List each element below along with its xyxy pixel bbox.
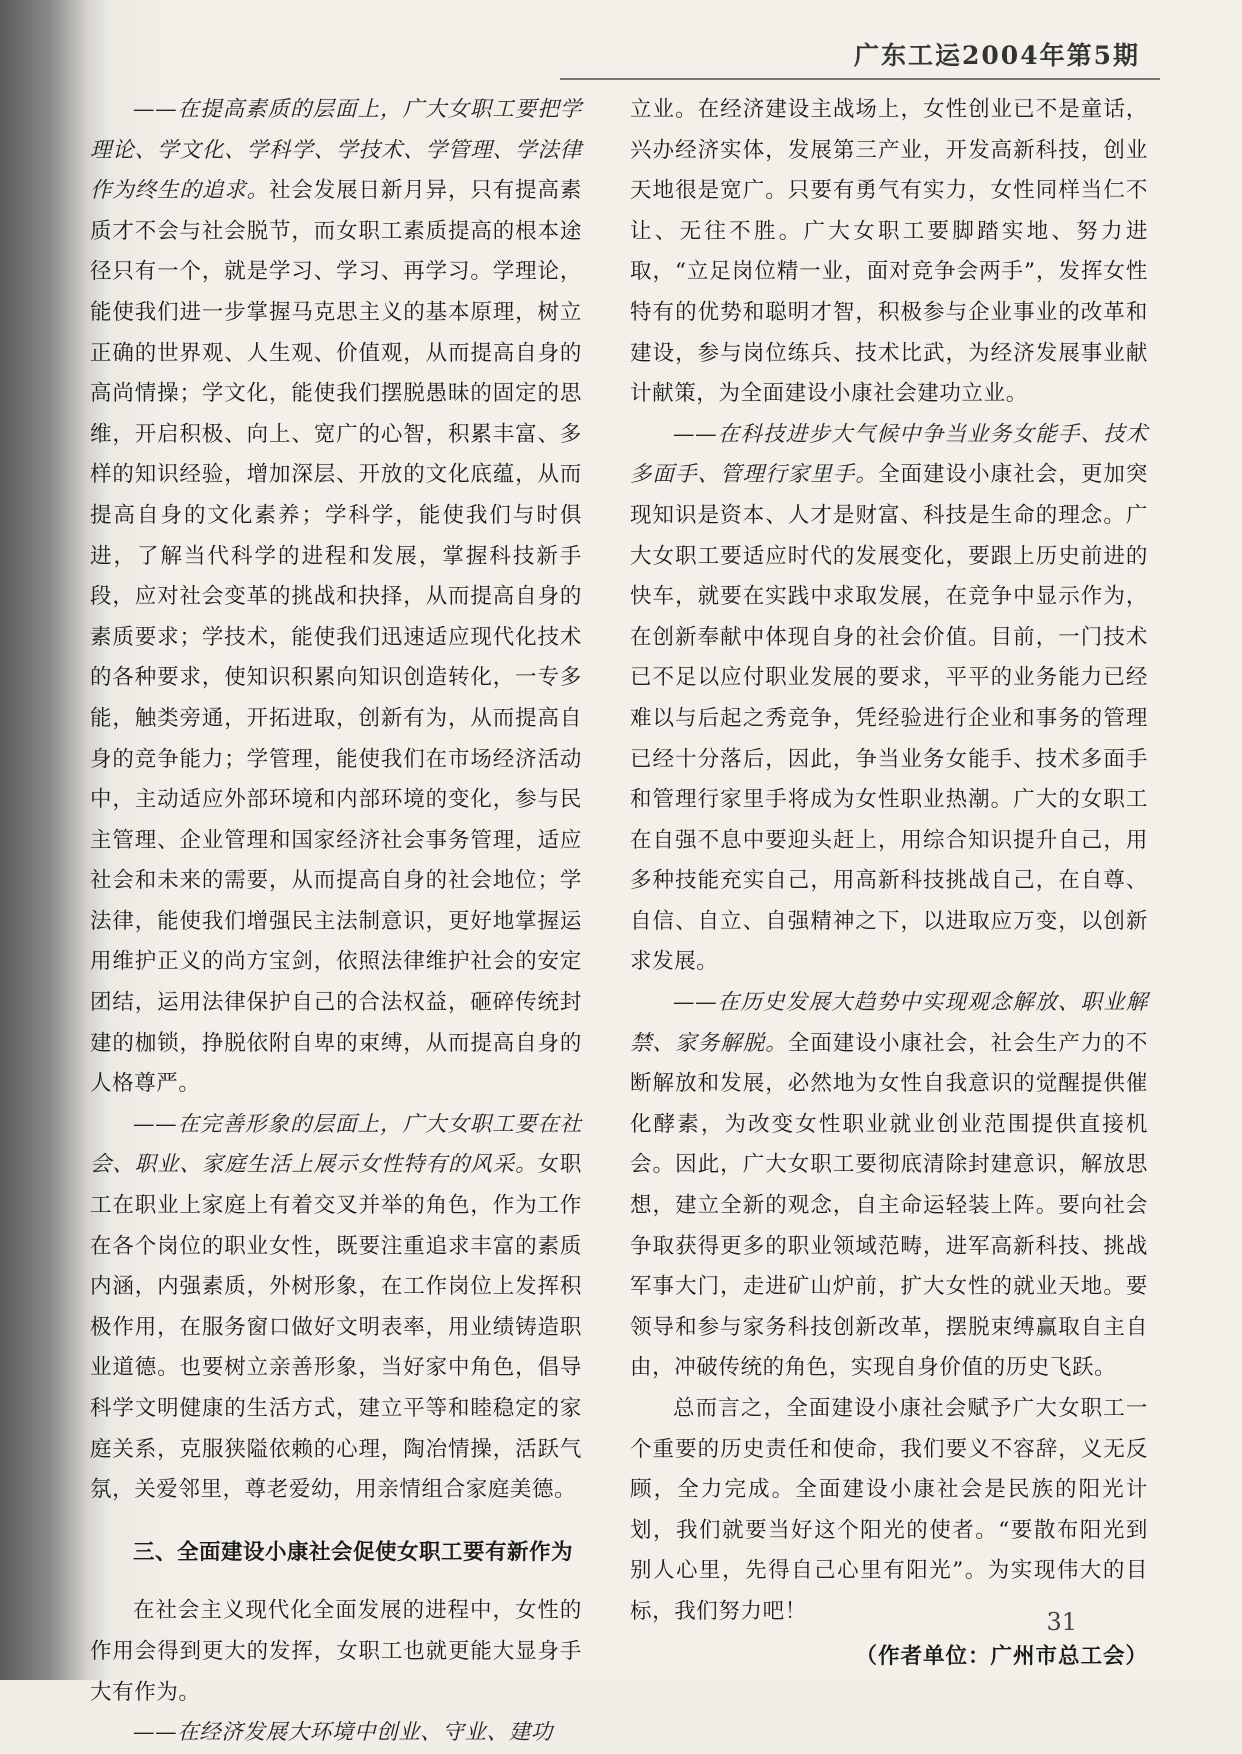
lead-image: ——在完善形象的层面上，广大女职工要在社会、职业、家庭生活上展示女性特有的风采。: [90, 1111, 582, 1178]
paragraph-economy-continued: 立业。在经济建设主战场上，女性创业已不是童话，兴办经济实体，发展第三产业，开发高新科技，创业天地很是宽广。只要有勇气有实力，女性同样当仁不让、无往不胜。广大女职工要脚踏实地、努力进取，“立足岗位精一业，面对竞争会两手”，发挥女性特有的优势和聪明才智，积极参与企业事业的改革和建设，参与岗位练兵、技术比武，为经济发展事业献计献策，为全面建设小康社会建功立业。: [630, 97, 1148, 407]
lead-quality: ——在提高素质的层面上，广大女职工要把学理论、学文化、学科学、学技术、学管理、学法律作为终生的追求。: [90, 97, 582, 204]
paragraph-history: [630, 983, 1148, 1389]
paragraph-intro: 在社会主义现代化全面发展的进程中，女性的作用会得到更大的发挥，女职工也就更能大显身手大有作为。: [90, 1598, 582, 1705]
header-rule: [560, 78, 1160, 80]
lead-history: ——在历史发展大趋势中实现观念解放、职业解禁、家务解脱。: [630, 990, 1148, 1056]
author-affiliation: （作者单位：广州市总工会）: [855, 1643, 1148, 1669]
paragraph-image: [90, 1105, 582, 1511]
body-image: 女职工在职业上家庭上有着交叉并举的角色，作为工作在各个岗位的职业女性，既要注重追求丰富的素质内涵，内强素质，外树形象，在工作岗位上发挥积极作用，在服务窗口做好文明表率，用业绩铸造职业道德。也要树立亲善形象，当好家中角色，倡导科学文明健康的生活方式，建立平等和睦稳定的家庭关系，克服狭隘依赖的心理，陶冶情操，活跃气氛，关爱邻里，尊老爱幼，用亲情组合家庭美德。: [90, 1152, 582, 1503]
paragraph-economy-lead: [90, 1713, 582, 1754]
paragraph-tech: [630, 415, 1148, 983]
page-number: 31: [1046, 1608, 1077, 1636]
body-history: 全面建设小康社会，社会生产力的不断解放和发展，必然地为女性自我意识的觉醒提供催化酵素，为改变女性职业就业创业范围提供直接机会。因此，广大女职工要彻底清除封建意识，解放思想，建立全新的观念，自主命运轻装上阵。要向社会争取获得更多的职业领域范畴，进军高新科技、挑战军事大门，走进矿山炉前，扩大女性的就业天地。要领导和参与家务科技创新改革，摆脱束缚赢取自主自由，冲破传统的角色，实现自身价值的历史飞跃。: [630, 1030, 1149, 1381]
left-column: [90, 90, 582, 1754]
body-tech: 全面建设小康社会，更加突现知识是资本、人才是财富、科技是生命的理念。广大女职工要适应时代的发展变化，要跟上历史前进的快车，就要在实践中求取发展，在竞争中显示作为，在创新奉献中体现自身的社会价值。目前，一门技术已不足以应付职业发展的要求，平平的业务能力已经难以与后起之秀竞争，凭经验进行企业和事务的管理已经十分落后，因此，争当业务女能手、技术多面手和管理行家里手将成为女性职业热潮。广大的女职工在自强不息中要迎头赶上，用综合知识提升自己，用多种技能充实自己，用高新科技挑战自己，在自尊、自信、自立、自强精神之下，以进取应万变，以创新求发展。: [630, 462, 1148, 975]
paragraph-conclusion: 总而言之，全面建设小康社会赋予广大女职工一个重要的历史责任和使命，我们要义不容辞，义无反顾，全力完成。全面建设小康社会是民族的阳光计划，我们就要当好这个阳光的使者。“要散布阳光到别人心里，先得自己心里有阳光”。为实现伟大的目标，我们努力吧！: [630, 1396, 1148, 1624]
lead-tech: ——在科技进步大气候中争当业务女能手、技术多面手、管理行家里手。: [630, 421, 1148, 488]
paragraph-quality: [90, 90, 582, 1105]
journal-header: 广东工运2004年第5期: [854, 41, 1140, 70]
section-heading: 三、全面建设小康社会促使女职工要有新作为: [133, 1539, 574, 1565]
body-quality: 社会发展日新月异，只有提高素质才不会与社会脱节，而女职工素质提高的根本途径只有一个，就是学习、学习、再学习。学理论，能使我们进一步掌握马克思主义的基本原理，树立正确的世界观、人生观、价值观，从而提高自身的高尚情操；学文化，能使我们摆脱愚昧的固定的思维，开启积极、向上、宽广的心智，积累丰富、多样的知识经验，增加深层、开放的文化底蕴，从而提高自身的文化素养；学科学，能使我们与时俱进，了解当代科学的进程和发展，掌握科技新手段，应对社会变革的挑战和抉择，从而提高自身的素质要求；学技术，能使我们迅速适应现代化技术的各种要求，使知识积累向知识创造转化，一专多能，触类旁通，开拓进取，创新有为，从而提高自身的竞争能力；学管理，能使我们在市场经济活动中，主动适应外部环境和内部环境的变化，参与民主管理、企业管理和国家经济社会事务管理，适应社会和未来的需要，从而提高自身的社会地位；学法律，能使我们增强民主法制意识，更好地掌握运用维护正义的尚方宝剑，依照法律维护社会的安定团结，运用法律保护自己的合法权益，砸碎传统封建的枷锁，挣脱依附自卑的束缚，从而提高自身的人格尊严。: [90, 178, 582, 1097]
lead-economy: ——在经济发展大环境中创业、守业、建功: [133, 1720, 553, 1746]
right-column: [630, 90, 1148, 1677]
